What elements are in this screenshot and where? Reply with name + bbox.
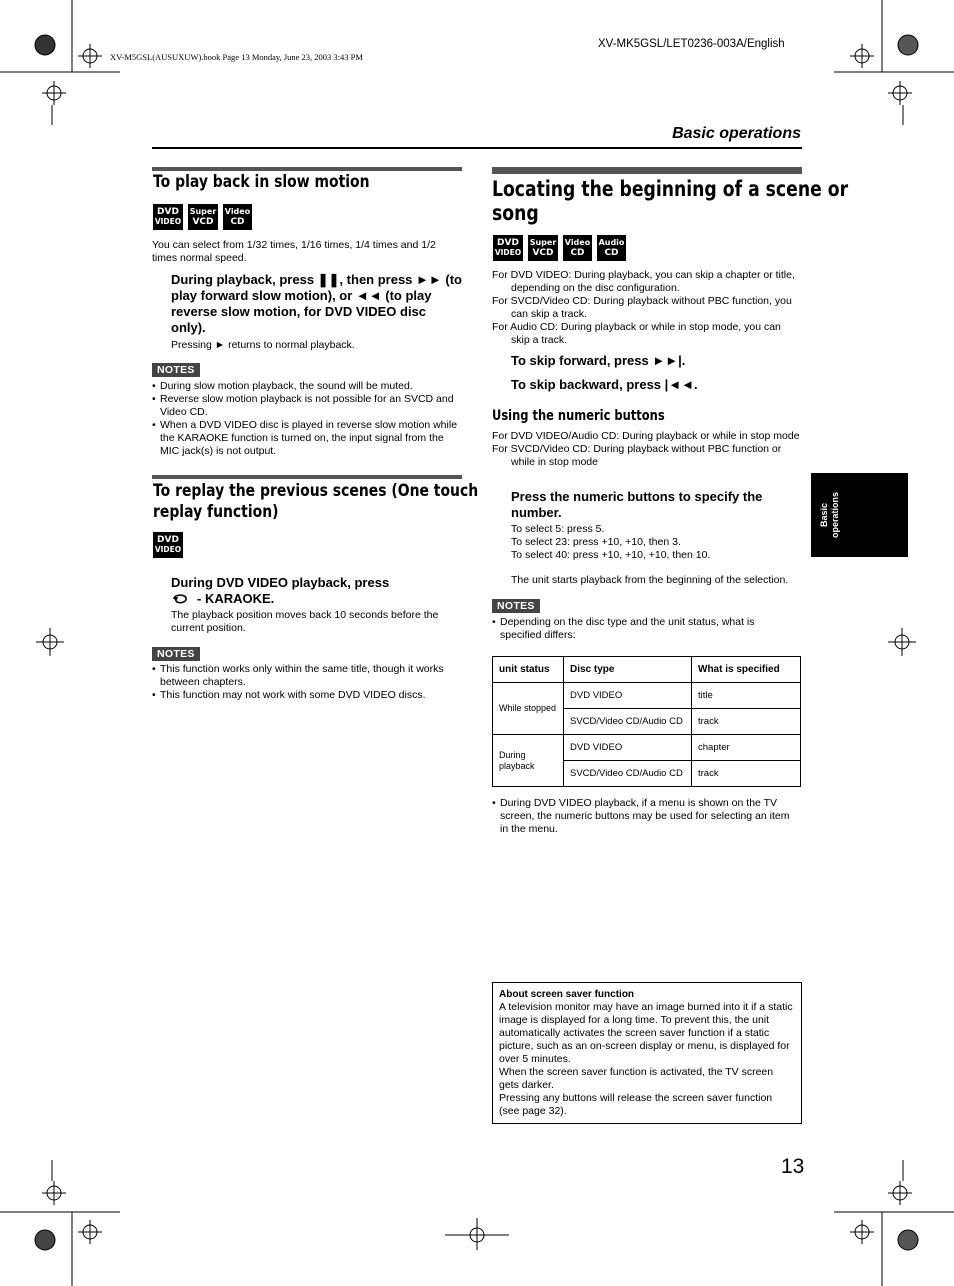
skip-backward-instruction: To skip backward, press |◄◄. bbox=[511, 377, 698, 392]
badge-super-vcd: Super VCD bbox=[528, 235, 558, 261]
replay-icon bbox=[171, 593, 191, 605]
specification-table bbox=[492, 656, 801, 787]
replay-notes bbox=[152, 663, 462, 702]
notes-label: NOTES bbox=[152, 647, 200, 661]
section-rule bbox=[152, 475, 462, 479]
unit-starts-text: The unit starts playback from the beginning of the selection. bbox=[511, 574, 789, 586]
press-numeric-instruction: Press the numeric buttons to specify the number. bbox=[511, 489, 763, 520]
slow-motion-instruction: During playback, press ❚❚, then press ►► (to play forward slow motion), or ◄◄ (to play reverse slow motion, for DVD VIDEO disc only). bbox=[171, 272, 462, 335]
slow-motion-sub: Pressing ► returns to normal playback. bbox=[171, 339, 355, 351]
numeric-buttons-heading: Using the numeric buttons bbox=[492, 408, 665, 424]
list-item: • During slow motion playback, the sound will be muted. bbox=[152, 380, 462, 393]
section-title: Basic operations bbox=[672, 125, 801, 142]
side-tab-label: Basic operations bbox=[819, 492, 840, 539]
badge-dvd-video: DVD VIDEO bbox=[493, 235, 523, 261]
replay-instruction: During DVD VIDEO playback, press - KARAOKE. bbox=[171, 575, 390, 606]
screen-saver-box bbox=[492, 982, 802, 1124]
side-tab bbox=[811, 473, 908, 557]
table-row: During playback DVD VIDEO chapter bbox=[493, 735, 801, 761]
badge-super-vcd: Super VCD bbox=[188, 204, 218, 230]
list-item: • During DVD VIDEO playback, if a menu is shown on the TV screen, the numeric buttons may be used for selecting an item in the menu. bbox=[492, 797, 797, 836]
list-item: • Reverse slow motion playback is not possible for an SVCD and Video CD. bbox=[152, 393, 462, 419]
badge-video-cd: Video CD bbox=[563, 235, 592, 261]
table-row: SVCD/Video CD/Audio CD track bbox=[493, 709, 801, 735]
notes-label: NOTES bbox=[152, 363, 200, 377]
numeric-examples: To select 5: press 5. To select 23: press +10, +10, then 3. To select 40: press +10, +10, +10, then 10. bbox=[511, 523, 711, 561]
notes-label: NOTES bbox=[492, 599, 540, 613]
list-item: • Depending on the disc type and the unit status, what is specified differs: bbox=[492, 616, 792, 642]
list-item: • This function may not work with some DVD VIDEO discs. bbox=[152, 689, 462, 702]
locating-heading: Locating the beginning of a scene or song bbox=[492, 177, 849, 225]
list-item: • This function works only within the same title, though it works between chapters. bbox=[152, 663, 462, 689]
skip-forward-instruction: To skip forward, press ►►|. bbox=[511, 353, 686, 368]
replay-sub: The playback position moves back 10 seconds before the current position. bbox=[171, 609, 439, 634]
page-number: 13 bbox=[781, 1155, 805, 1178]
slow-motion-notes bbox=[152, 380, 462, 458]
table-row: While stopped DVD VIDEO title bbox=[493, 683, 801, 709]
badge-dvd-video: DVD VIDEO bbox=[153, 204, 183, 230]
badge-audio-cd: Audio CD bbox=[597, 235, 626, 261]
table-row: SVCD/Video CD/Audio CD track bbox=[493, 761, 801, 787]
locating-note-1 bbox=[492, 616, 792, 642]
book-info-line: XV-M5GSL(AUSUXUW).book Page 13 Monday, June 23, 2003 3:43 PM bbox=[110, 52, 363, 62]
slow-motion-intro: You can select from 1/32 times, 1/16 times, 1/4 times and 1/2 times normal speed. bbox=[152, 239, 436, 264]
model-code: XV-MK5GSL/LET0236-003A/English bbox=[598, 38, 785, 50]
badge-dvd-video: DVD VIDEO bbox=[153, 532, 183, 558]
section-rule bbox=[152, 167, 462, 171]
replay-heading: To replay the previous scenes (One touch replay function) bbox=[153, 481, 479, 522]
screen-saver-body: A television monitor may have an image burned into it if a static image is displayed for a long time. To prevent this, the unit automatically activates the screen saver function if a static picture, such as an on-screen display or menu, is displayed for over 5 minutes. When the screen saver function is activated, the TV screen gets darker. Pressing any buttons will release the screen saver function (see page 32). bbox=[499, 1001, 793, 1117]
numeric-description: For DVD VIDEO/Audio CD: During playback or while in stop mode For SVCD/Video CD: During playback without PBC function or while in stop mode bbox=[492, 430, 800, 468]
table-header-row: unit status Disc type What is specified bbox=[493, 657, 801, 683]
screen-saver-title: About screen saver function bbox=[499, 989, 635, 1000]
locating-note-2 bbox=[492, 797, 797, 836]
section-rule bbox=[492, 167, 802, 174]
badge-video-cd: Video CD bbox=[223, 204, 252, 230]
locating-description: For DVD VIDEO: During playback, you can skip a chapter or title, depending on the disc configuration. For SVCD/Video CD: During playback without PBC function, you can skip a track. For Audio CD: During playback or while in stop mode, you can skip a track. bbox=[492, 269, 795, 346]
list-item: • When a DVD VIDEO disc is played in reverse slow motion while the KARAOKE function is turned on, the input signal from the MIC jack(s) is not output. bbox=[152, 419, 462, 458]
header-rule bbox=[152, 147, 802, 149]
slow-motion-heading: To play back in slow motion bbox=[153, 172, 370, 192]
